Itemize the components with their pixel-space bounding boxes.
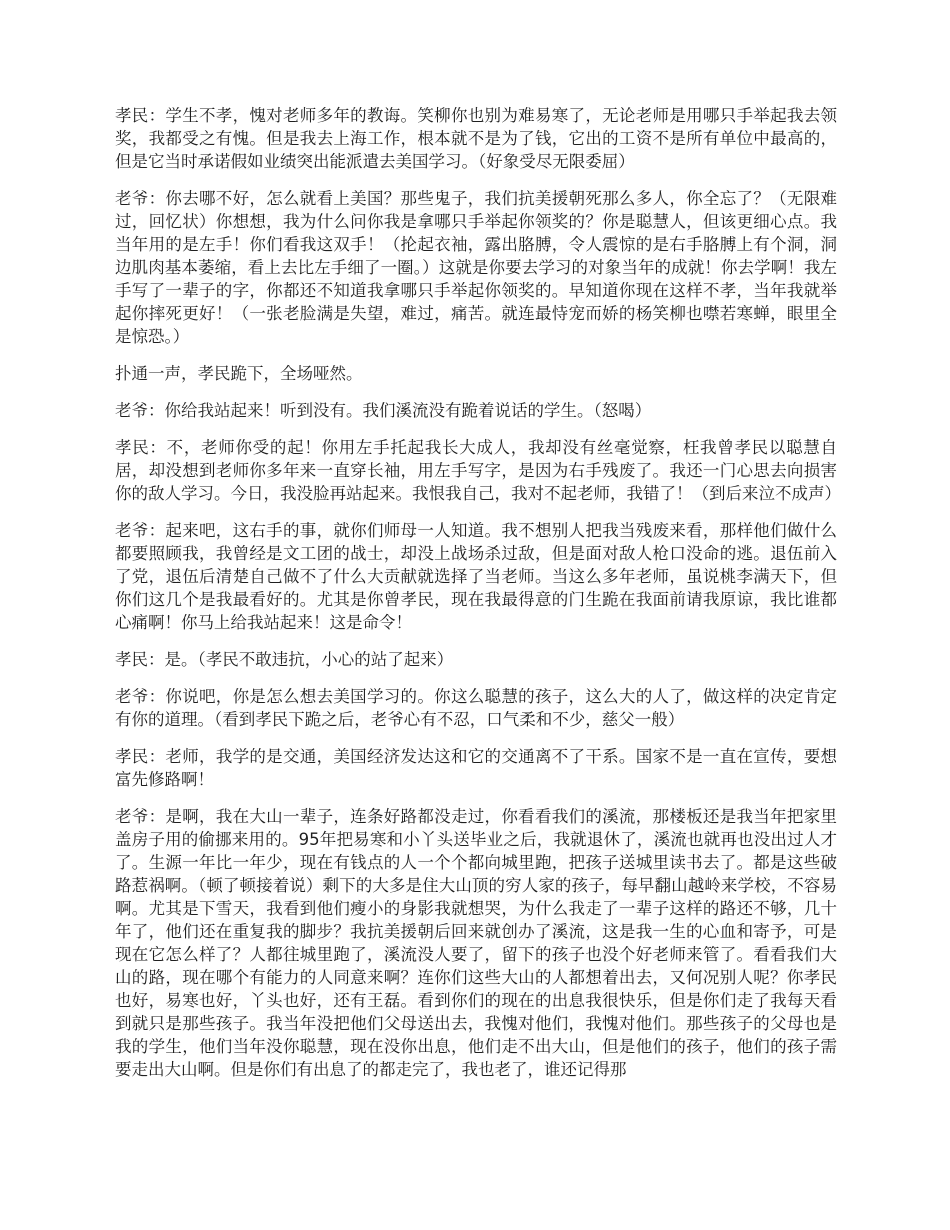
paragraph-laoye-mountain-road: 老爷：是啊，我在大山一辈子，连条好路都没走过，你看看我们的溪流，那楼板还是我当年把家里盖房子用的偷挪来用的。95年把易寒和小丫头送毕业之后，我就退休了，溪流也就再也没出过人才了。生源一年比一年少，现在有钱点的人一个个都向城里跑，把孩子送城里读书去了。都是这些破路惹祸啊。（顿了顿接着说）剩下的大多是住大山顶的穷人家的孩子，每早翻山越岭来学校，不容易啊。尤其是下雪天，我看到他们瘦小的身影我就想哭，为什么我走了一辈子这样的路还不够，几十年了，他们还在重复我的脚步？我抗美援朝后回来就创办了溪流，这是我一生的心血和寄予，可是现在它怎么样了？人都往城里跑了，溪流没人要了，留下的孩子也没个好老师来管了。看看我们大山的路，现在哪个有能力的人同意来啊？连你们这些大山的人都想着出去，又何况别人呢？你孝民也好，易寒也好，丫头也好，还有王磊。看到你们的现在的出息我很快乐，但是你们走了我每天看到就只是那些孩子。我当年没把他们父母送出去，我愧对他们，我愧对他们。那些孩子的父母也是我的学生，他们当年没你聪慧，现在没你出息，他们走不出大山，但是他们的孩子，他们的孩子需要走出大山啊。但是你们有出息了的都走完了，我也老了，谁还记得那 <box>115 807 837 1079</box>
paragraph-xiaomin-kneels: 扑通一声，孝民跪下，全场哑然。 <box>115 364 363 383</box>
paragraph-xiaomin-stands: 孝民：是。（孝民不敢违抗，小心的站了起来） <box>115 650 454 669</box>
paragraph-laoye-stand-up: 老爷：你给我站起来！听到没有。我们溪流没有跪着说话的学生。（怒喝） <box>115 401 652 420</box>
paragraph-xiaomin-apology: 孝民：学生不孝，愧对老师多年的教诲。笑柳你也别为难易寒了，无论老师是用哪只手举起我去领奖，我都受之有愧。但是我去上海工作，根本就不是为了钱，它出的工资不是所有单位中最高的，但是它当时承诺假如业绩突出能派遣去美国学习。（好象受尽无限委屈） <box>115 106 837 171</box>
paragraph-laoye-left-hand: 老爷：你去哪不好，怎么就看上美国？那些鬼子，我们抗美援朝死那么多人，你全忘了？（无限难过，回忆状）你想想，我为什么问你我是拿哪只手举起你领奖的？你是聪慧人，但该更细心点。我当年用的是左手！你们看我这双手！（抡起衣袖，露出胳膊，令人震惊的是右手胳膊上有个洞，洞边肌肉基本萎缩，看上去比左手细了一圈。）这就是你要去学习的对象当年的成就！你去学啊！我左手写了一辈子的字，你都还不知道我拿哪只手举起你领奖的。早知道你现在这样不孝，当年我就举起你摔死更好！（一张老脸满是失望，难过，痛苦。就连最恃宠而娇的杨笑柳也噤若寒蝉，眼里全是惊恐。） <box>115 189 837 346</box>
paragraph-xiaomin-regret: 孝民：不，老师你受的起！你用左手托起我长大成人，我却没有丝毫觉察，枉我曾孝民以聪慧自居，却没想到老师你多年来一直穿长袖，用左手写字，是因为右手残废了。我还一门心思去向损害你的敌人学习。今日，我没脸再站起来。我恨我自己，我对不起老师，我错了！（到后来泣不成声） <box>115 438 841 503</box>
paragraph-laoye-asks-reason: 老爷：你说吧，你是怎么想去美国学习的。你这么聪慧的孩子，这么大的人了，做这样的决定肯定有你的道理。（看到孝民下跪之后，老爷心有不忍，口气柔和不少，慈父一般） <box>115 687 837 729</box>
paragraph-xiaomin-transport: 孝民：老师，我学的是交通，美国经济发达这和它的交通离不了干系。国家不是一直在宣传，要想富先修路啊！ <box>115 747 837 789</box>
paragraph-laoye-right-hand-secret: 老爷：起来吧，这右手的事，就你们师母一人知道。我不想别人把我当残废来看，那样他们做什么都要照顾我，我曾经是文工团的战士，却没上战场杀过敌，但是面对敌人枪口没命的逃。退伍前入了党，退伍后清楚自己做不了什么大贡献就选择了当老师。当这么多年老师，虽说桃李满天下，但你们这几个是我最看好的。尤其是你曾孝民，现在我最得意的门生跪在我面前请我原谅，我比谁都心痛啊！你马上给我站起来！这是命令！ <box>115 521 837 632</box>
document-body <box>115 104 841 1095</box>
